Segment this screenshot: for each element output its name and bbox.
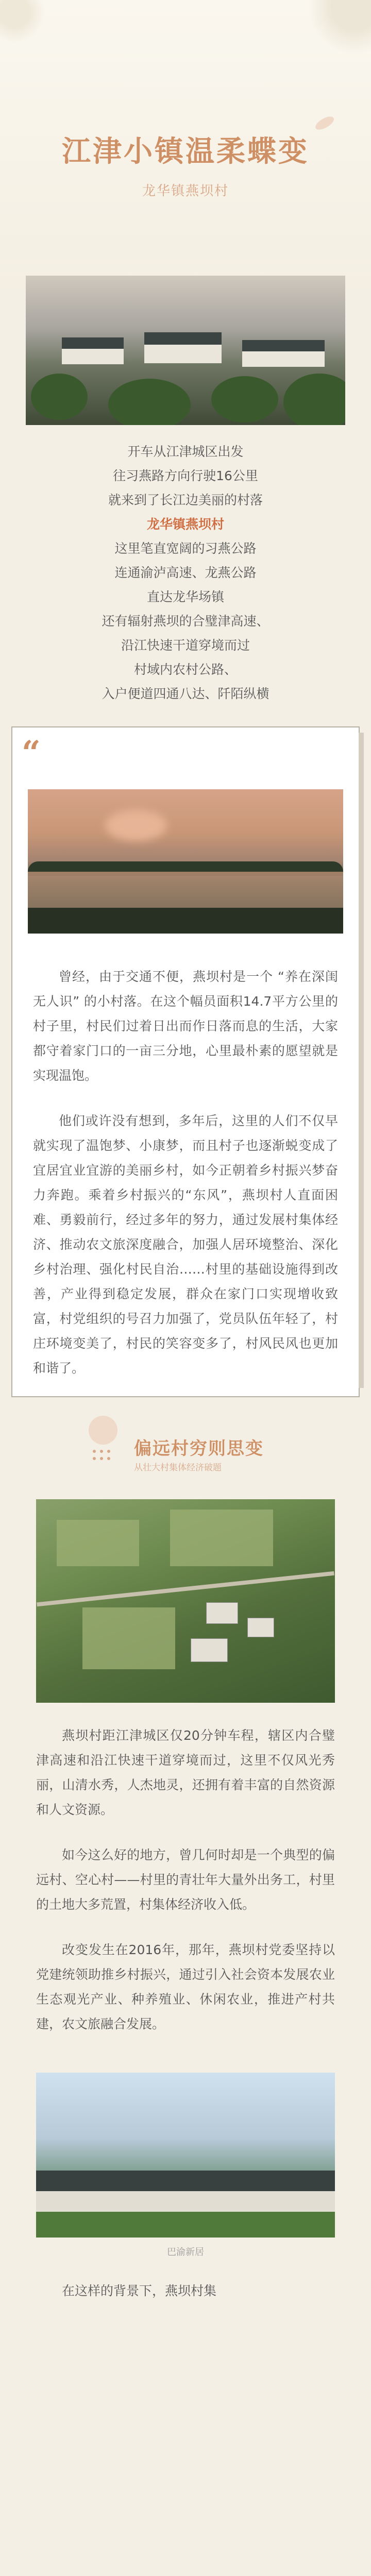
section-paragraph: 燕坝村距江津城区仅20分钟车程，辖区内合璧津高速和沿江快速干道穿境而过，这里不仅风光秀丽，山清水秀，人杰地灵，还拥有着丰富的自然资源和人文资源。: [36, 1728, 335, 1817]
town-photo-wrapper: [0, 289, 371, 438]
intro-highlight: 龙华镇燕坝村: [146, 517, 224, 532]
section-header: [0, 1406, 371, 1484]
section-paragraph: 改变发生在2016年，那年，燕坝村党委坚持以党建统领助推乡村振兴，通过引入社会资本发展农业生态观光产业、种养殖业、休闲农业，推进产村共建，农文旅融合发展。: [36, 1942, 335, 2031]
intro-line: 往习燕路方向行驶16公里: [113, 468, 258, 483]
tail-paragraph: 在这样的背景下，燕坝村集: [62, 2283, 217, 2298]
intro-text: [0, 435, 371, 716]
section-subtitle: 从壮大村集体经济破题: [134, 1463, 222, 1473]
photo-caption: 巴渝新居: [167, 2247, 204, 2258]
article-body: [33, 934, 338, 1396]
article-paragraph: 他们或许没有想到，多年后，这里的人们不仅早就实现了温饱梦、小康梦，而且村子也逐渐蜕变成了宜居宜业宜游的美丽乡村，如今正朝着乡村振兴梦奋力奔跑。乘着乡村振兴的“东风”，燕坝村人直面困难、勇毅前行，经过多年的努力，通过发展村集体经济、推动农文旅深度融合，加强人居环境整治、深化乡村治理、强化村民自治……村里的基础设施得到改善，产业得到稳定发展，群众在家门口实现增收致富，村党组织的号召力加强了，党员队伍年轻了，村庄环境变美了，村民的笑容变多了，村风民风也更加和谐了。: [33, 1113, 338, 1376]
intro-line: 村域内农村公路、: [133, 662, 237, 677]
sunset-photo: [28, 789, 343, 934]
article-box: [11, 726, 360, 1397]
intro-line: 直达龙华场镇: [146, 589, 224, 604]
intro-line: 就来到了长江边美丽的村落: [108, 493, 263, 507]
hero-section: [0, 0, 371, 289]
page-subtitle: 龙华镇燕坝村: [142, 183, 229, 199]
intro-line: 开车从江津城区出发: [127, 444, 244, 459]
decorative-dots-icon: [93, 1450, 129, 1470]
decorative-leaf-icon: [289, 0, 371, 72]
section-title: 偏远村穷则思变: [134, 1438, 264, 1459]
intro-line: 还有辐射燕坝的合璧津高速、: [102, 614, 269, 629]
town-photo: [26, 276, 345, 425]
decorative-circle-icon: [89, 1416, 117, 1445]
article-paragraph: 曾经，由于交通不便，燕坝村是一个 “养在深闺无人识” 的小村落。在这个幅员面积14.7平方公里的村子里，村民们过着日出而作日落而息的生活，大家都守着家门口的一亩三分地，心里最朴素的愿望就是实现温饱。: [33, 969, 338, 1083]
section-tail: [36, 2279, 335, 2319]
page-title: 江津小镇温柔蝶变: [62, 135, 309, 168]
intro-line: 这里笔直宽阔的习燕公路: [114, 541, 257, 556]
section-body: [36, 1703, 335, 2073]
decorative-flower-icon: [0, 0, 72, 62]
aerial-village-photo: [36, 1499, 335, 1703]
intro-line: 连通渝泸高速、龙燕公路: [114, 565, 257, 580]
quote-icon: “: [22, 734, 41, 772]
intro-line: 沿江快速干道穿境而过: [121, 638, 250, 653]
bayu-house-photo: [36, 2073, 335, 2238]
intro-line: 入户便道四通八达、阡陌纵横: [102, 686, 269, 701]
section-paragraph: 如今这么好的地方，曾几何时却是一个典型的偏远村、空心村——村里的青壮年大量外出务工，村里的土地大多荒置，村集体经济收入低。: [36, 1848, 335, 1912]
